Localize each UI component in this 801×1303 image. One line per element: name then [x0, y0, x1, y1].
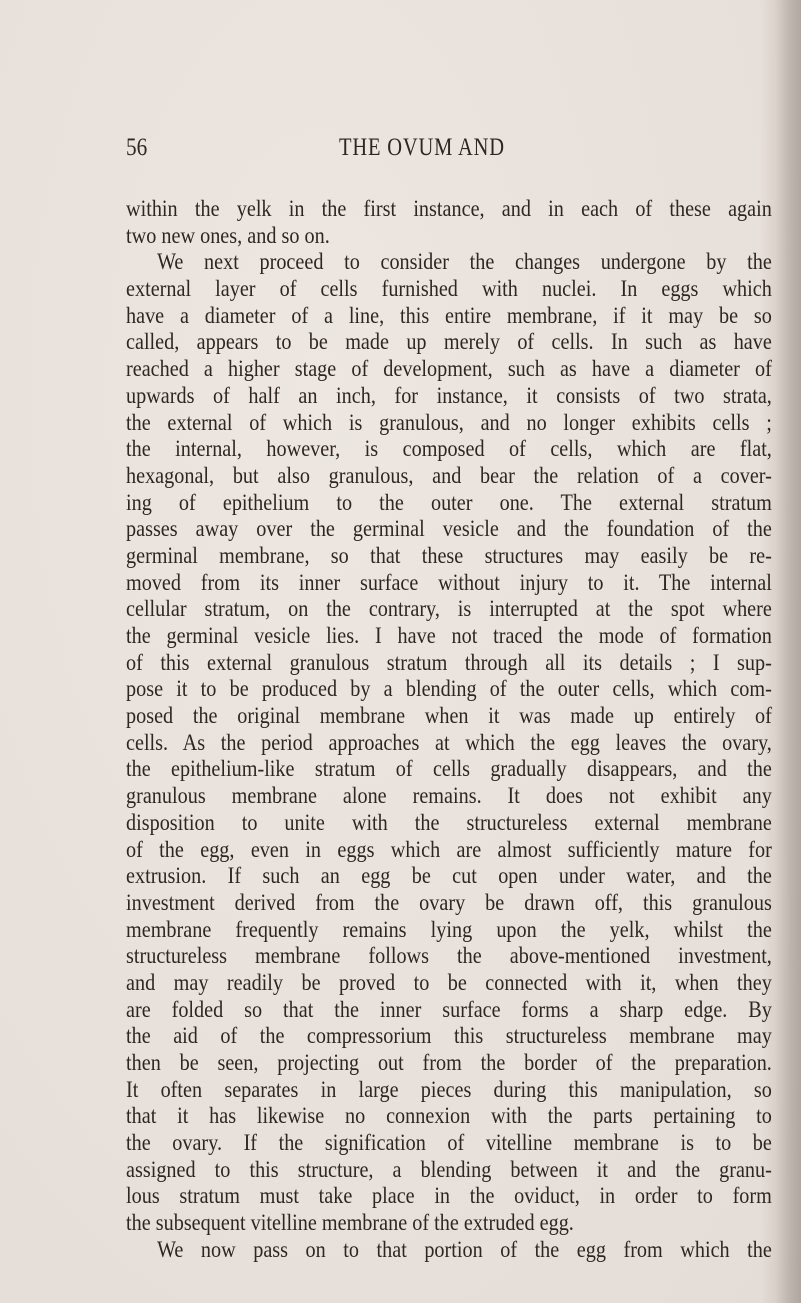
- running-title: THE OVUM AND: [339, 134, 505, 161]
- text-line: hexagonal, but also granulous, and bear the relation of a cover-: [126, 462, 772, 489]
- text-line: the external of which is granulous, and no longer exhibits cells ;: [126, 409, 772, 436]
- text-line: that it has likewise no connexion with the parts pertaining to: [126, 1103, 772, 1130]
- text-line: the ovary. If the signification of vitelline membrane is to be: [126, 1130, 772, 1157]
- text-line: and may readily be proved to be connected with it, when they: [126, 969, 772, 996]
- text-line: granulous membrane alone remains. It does not exhibit any: [126, 783, 772, 810]
- text-line: the aid of the compressorium this structureless membrane may: [126, 1023, 772, 1050]
- text-line: the germinal vesicle lies. I have not traced the mode of formation: [126, 623, 772, 649]
- text-line: of this external granulous stratum through all its details ; I sup-: [126, 649, 772, 676]
- text-line: then be seen, projecting out from the border of the preparation.: [126, 1050, 772, 1076]
- text-line: assigned to this structure, a blending between it and the granu-: [126, 1156, 772, 1183]
- text-line: the internal, however, is composed of cells, which are flat,: [126, 436, 772, 463]
- text-line: cells. As the period approaches at which the egg leaves the ovary,: [126, 729, 772, 756]
- body-text: [126, 196, 772, 1264]
- text-line: membrane frequently remains lying upon the yelk, whilst the: [126, 916, 772, 943]
- text-line: passes away over the germinal vesicle and the foundation of the: [126, 516, 772, 543]
- text-line: called, appears to be made up merely of cells. In such as have: [126, 329, 772, 356]
- text-line: ing of epithelium to the outer one. The external stratum: [126, 489, 772, 516]
- text-line: two new ones, and so on.: [126, 222, 330, 249]
- text-line: posed the original membrane when it was made up entirely of: [126, 703, 772, 730]
- text-line: lous stratum must take place in the oviduct, in order to form: [126, 1183, 772, 1210]
- text-line: have a diameter of a line, this entire membrane, if it may be so: [126, 302, 772, 329]
- text-line: the subsequent vitelline membrane of the extruded egg.: [126, 1210, 574, 1237]
- text-line: within the yelk in the first instance, and in each of these again: [126, 196, 772, 222]
- text-line: external layer of cells furnished with nuclei. In eggs which: [126, 276, 772, 303]
- text-line: extrusion. If such an egg be cut open under water, and the: [126, 863, 772, 890]
- text-line: moved from its inner surface without injury to it. The internal: [126, 569, 772, 596]
- text-line: investment derived from the ovary be drawn off, this granulous: [126, 889, 772, 916]
- paragraph-start-line: We next proceed to consider the changes undergone by the: [156, 249, 772, 276]
- text-line: It often separates in large pieces during this manipulation, so: [126, 1076, 772, 1103]
- paragraph-start-line: We now pass on to that portion of the egg from which the: [156, 1236, 772, 1263]
- text-line: the epithelium-like stratum of cells gradually disappears, and the: [126, 756, 772, 783]
- running-head: [126, 134, 772, 164]
- text-line: structureless membrane follows the above-mentioned investment,: [126, 943, 772, 970]
- text-line: reached a higher stage of development, such as have a diameter of: [126, 356, 772, 383]
- text-line: are folded so that the inner surface forms a sharp edge. By: [126, 996, 772, 1023]
- page-number: 56: [126, 134, 148, 161]
- text-line: of the egg, even in eggs which are almost sufficiently mature for: [126, 836, 772, 863]
- text-line: germinal membrane, so that these structures may easily be re-: [126, 542, 772, 569]
- text-line: disposition to unite with the structureless external membrane: [126, 809, 772, 836]
- text-line: cellular stratum, on the contrary, is interrupted at the spot where: [126, 596, 772, 623]
- text-line: pose it to be produced by a blending of the outer cells, which com-: [126, 676, 772, 703]
- text-line: upwards of half an inch, for instance, it consists of two strata,: [126, 382, 772, 409]
